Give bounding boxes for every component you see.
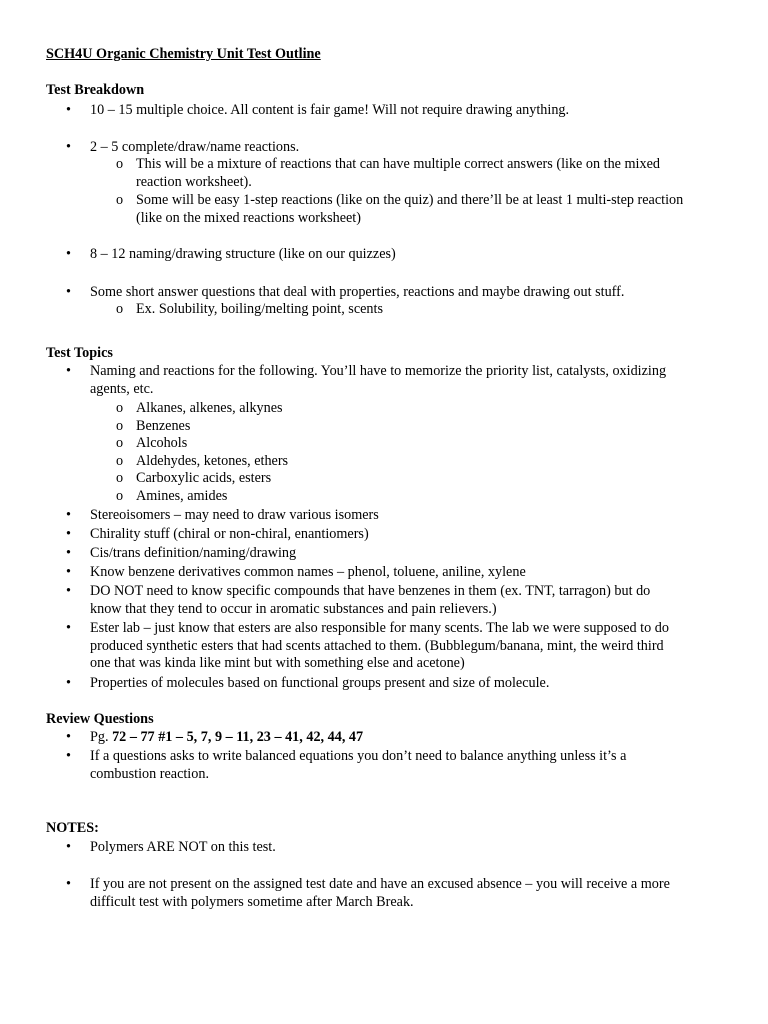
sub-list-item-text: (like on the mixed reactions worksheet) [136, 209, 361, 226]
sub-list-item-text: Benzenes [136, 417, 191, 434]
list-item-text: Stereoisomers – may need to draw various isomers [90, 507, 379, 523]
list-item-text: agents, etc. [90, 380, 154, 397]
sub-bullet-icon: o [116, 470, 124, 487]
bullet-icon: • [66, 102, 71, 118]
sub-bullet-icon: o [116, 435, 124, 452]
list-item-text: combustion reaction. [90, 765, 209, 782]
bullet-icon: • [66, 139, 71, 155]
bullet-icon: • [66, 675, 71, 691]
bullet-icon: • [66, 363, 71, 379]
bullet-icon: • [66, 620, 71, 636]
list-item-text: Naming and reactions for the following. You’ll have to memorize the priority list, catalysts, oxidizing [90, 363, 667, 379]
heading-review-questions: Review Questions [46, 711, 154, 727]
list-item-text: 2 – 5 complete/draw/name reactions. [90, 139, 300, 155]
sub-bullet-icon: o [116, 156, 124, 172]
list-item-text: Ester lab – just know that esters are also responsible for many scents. The lab we were supposed to do [90, 620, 669, 636]
list-item-text: DO NOT need to know specific compounds that have benzenes in them (ex. TNT, tarragon) but do [90, 583, 651, 599]
sub-list-item-text: reaction worksheet). [136, 173, 252, 190]
sub-list-item-text: Carboxylic acids, esters [136, 470, 272, 487]
list-item-text: one that was kinda like mint but with something else and acetone) [90, 655, 465, 672]
list-item-text: difficult test with polymers sometime after March Break. [90, 893, 414, 910]
bullet-icon: • [66, 839, 71, 855]
list-item-text [90, 729, 690, 747]
list-item-text: 10 – 15 multiple choice. All content is fair game! Will not require drawing anything. [90, 102, 570, 118]
bullet-icon: • [66, 526, 71, 542]
list-item-text: If a questions asks to write balanced equations you don’t need to balance anything unless it’s a [90, 748, 627, 764]
bullet-icon: • [66, 545, 71, 561]
list-item-text: produced synthetic esters that had scents attached to them. (Bubblegum/banana, mint, the weird third [90, 637, 664, 654]
list-item-text: Chirality stuff (chiral or non-chiral, enantiomers) [90, 526, 369, 542]
bullet-icon: • [66, 507, 71, 523]
sub-list-item-text: Aldehydes, ketones, ethers [136, 452, 289, 469]
bullet-icon: • [66, 876, 71, 892]
list-item-text: Some short answer questions that deal with properties, reactions and maybe drawing out stuff. [90, 284, 625, 300]
list-item-text: If you are not present on the assigned test date and have an excused absence – you will receive a more [90, 876, 670, 892]
sub-list-item-text: Alkanes, alkenes, alkynes [136, 400, 283, 416]
sub-list-item-text: Alcohols [136, 435, 188, 452]
sub-list-item-text: Amines, amides [136, 488, 228, 504]
heading-notes: NOTES: [46, 820, 99, 836]
list-item-text: Know benzene derivatives common names – phenol, toluene, aniline, xylene [90, 564, 526, 580]
sub-bullet-icon: o [116, 452, 124, 469]
page-prefix: Pg. [90, 729, 109, 745]
sub-bullet-icon: o [116, 417, 124, 434]
sub-bullet-icon: o [116, 192, 124, 208]
sub-list-item-text: Some will be easy 1-step reactions (like on the quiz) and there’ll be at least 1 multi-step reaction [136, 192, 684, 208]
list-item-text: Cis/trans definition/naming/drawing [90, 545, 297, 561]
question-numbers: 72 – 77 #1 – 5, 7, 9 – 11, 23 – 41, 42, 44, 47 [112, 729, 364, 745]
sub-list-item-text: This will be a mixture of reactions that can have multiple correct answers (like on the mixed [136, 156, 660, 172]
bullet-icon: • [66, 729, 71, 745]
bullet-icon: • [66, 583, 71, 599]
sub-list-item-text: Ex. Solubility, boiling/melting point, scents [136, 301, 383, 317]
bullet-icon: • [66, 284, 71, 300]
document-title: SCH4U Organic Chemistry Unit Test Outline [46, 46, 321, 62]
list-item-text: know that they tend to occur in aromatic substances and pain relievers.) [90, 600, 497, 617]
sub-bullet-icon: o [116, 400, 124, 416]
sub-bullet-icon: o [116, 488, 124, 504]
bullet-icon: • [66, 748, 71, 764]
list-item-text: Properties of molecules based on functional groups present and size of molecule. [90, 675, 550, 691]
list-item-text: 8 – 12 naming/drawing structure (like on our quizzes) [90, 246, 396, 262]
bullet-icon: • [66, 246, 71, 262]
heading-test-topics: Test Topics [46, 345, 113, 361]
list-item-text: Polymers ARE NOT on this test. [90, 839, 276, 855]
sub-bullet-icon: o [116, 301, 124, 317]
bullet-icon: • [66, 564, 71, 580]
heading-test-breakdown: Test Breakdown [46, 82, 145, 98]
